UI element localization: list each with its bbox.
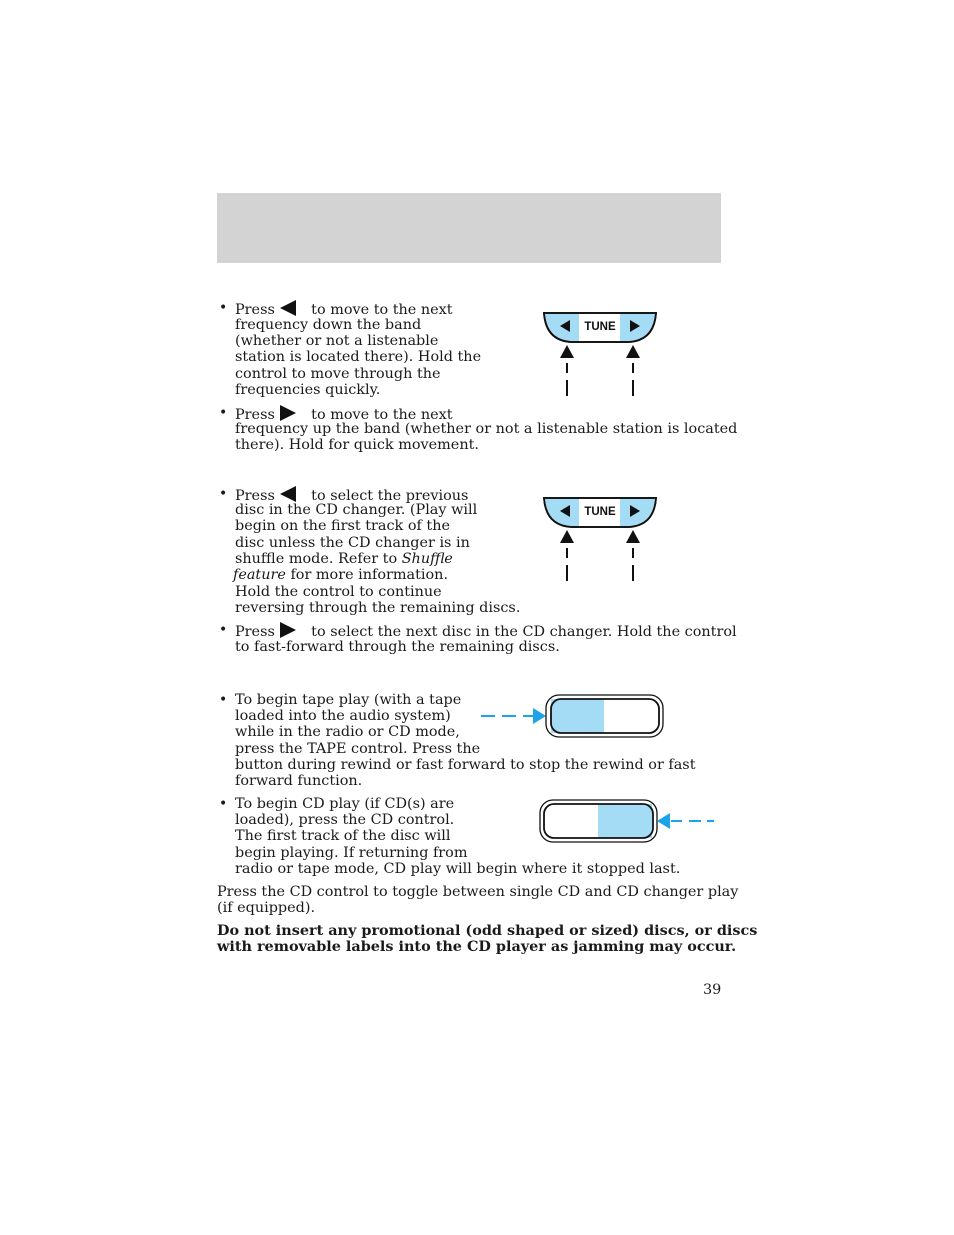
tune-control-figure-radio — [540, 308, 660, 400]
cd-line-4: begin playing. If returning from — [235, 845, 468, 861]
seek-down-line-6: frequencies quickly. — [235, 382, 381, 398]
arrow-up-icon — [626, 530, 640, 543]
cd-line-3: The first track of the disc will — [235, 828, 451, 844]
seek-up-line-3: there). Hold for quick movement. — [235, 437, 479, 453]
seek-down-line-3: (whether or not a listenable — [235, 333, 439, 349]
prev-disc-line-4: disc unless the CD changer is in — [235, 535, 470, 551]
arrow-right-icon — [533, 708, 546, 724]
arrow-left-icon — [657, 813, 670, 829]
page-number: 39 — [703, 982, 722, 998]
tape-line-1: To begin tape play (with a tape — [235, 692, 462, 708]
tape-line-5: button during rewind or fast forward to stop the rewind or fast — [235, 757, 696, 773]
toggle-note-line-2: (if equipped). — [217, 900, 316, 916]
seek-down-line-4: station is located there). Hold the — [235, 349, 482, 365]
cd-line-5: radio or tape mode, CD play will begin where it stopped last. — [235, 861, 681, 877]
bullet-dot: • — [219, 692, 228, 708]
tune-control-figure-cd — [540, 493, 660, 585]
next-disc-line-2: to fast-forward through the remaining discs. — [235, 639, 560, 655]
prev-disc-line-3: begin on the first track of the — [235, 518, 450, 534]
shuffle-reference: Shuffle — [401, 551, 453, 567]
seek-right-icon — [280, 405, 296, 421]
arrow-up-icon — [560, 530, 574, 543]
seek-up-line-1: Press to move to the next — [235, 407, 453, 423]
cd-line-2: loaded), press the CD control. — [235, 812, 455, 828]
seek-right-icon — [280, 622, 296, 638]
prev-disc-line-1: Press to select the previous — [235, 488, 469, 504]
tape-line-3: while in the radio or CD mode, — [235, 724, 460, 740]
cd-line-1: To begin CD play (if CD(s) are — [235, 796, 455, 812]
tape-line-4: press the TAPE control. Press the — [235, 741, 481, 757]
prev-disc-line-6: feature for more information. — [233, 567, 449, 583]
bullet-dot: • — [219, 486, 228, 502]
prev-disc-line-7: Hold the control to continue — [235, 584, 442, 600]
bullet-dot: • — [219, 405, 228, 421]
next-disc-line-1: Press to select the next disc in the CD changer. Hold the control — [235, 624, 737, 640]
arrow-up-icon — [560, 345, 574, 358]
seek-down-line-1: Press to move to the next — [235, 302, 453, 318]
tune-label: TUNE — [584, 321, 616, 333]
warning-line-2: with removable labels into the CD player as jamming may occur. — [217, 938, 737, 955]
bullet-dot: • — [219, 622, 228, 638]
tune-label: TUNE — [584, 506, 616, 518]
cd-button-figure — [537, 797, 719, 845]
toggle-note-line-1: Press the CD control to toggle between single CD and CD changer play — [217, 884, 739, 900]
seek-up-line-2: frequency up the band (whether or not a listenable station is located — [235, 421, 738, 437]
warning-line-1: Do not insert any promotional (odd shaped or sized) discs, or discs — [217, 922, 758, 939]
prev-disc-line-8: reversing through the remaining discs. — [235, 600, 521, 616]
seek-down-line-5: control to move through the — [235, 366, 441, 382]
tape-line-2: loaded into the audio system) — [235, 708, 451, 724]
seek-left-icon — [280, 486, 296, 502]
prev-disc-line-2: disc in the CD changer. (Play will — [235, 502, 478, 518]
seek-left-icon — [280, 300, 296, 316]
section-header-band — [217, 193, 721, 263]
tape-button-figure — [478, 692, 668, 740]
bullet-dot: • — [219, 300, 228, 316]
arrow-up-icon — [626, 345, 640, 358]
bullet-dot: • — [219, 796, 228, 812]
seek-down-line-2: frequency down the band — [235, 317, 422, 333]
prev-disc-line-5: shuffle mode. Refer to Shuffle — [235, 551, 453, 567]
tape-line-6: forward function. — [235, 773, 363, 789]
